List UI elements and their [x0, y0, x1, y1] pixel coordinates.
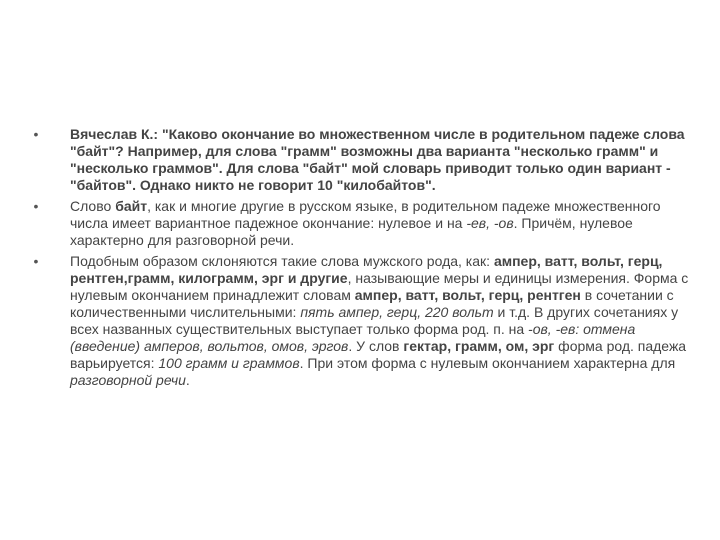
text-segment: , называющие меры и единицы измерения. Форма с нулевым окончанием принадлежит словам [70, 270, 689, 303]
text-segment: Подобным образом склоняются такие слова мужского рода, как: [70, 253, 494, 269]
bullet-item-3 [30, 253, 690, 389]
bullet-item-2 [30, 198, 690, 249]
text-segment: . У слов [348, 338, 404, 354]
bullet-list [30, 126, 690, 393]
text-segment-bold: гектар, грамм, ом, эрг [403, 338, 555, 354]
bullet-text-3 [70, 253, 688, 388]
text-segment-italic: пять ампер, герц, 220 вольт [300, 304, 494, 320]
bullet-dot-icon: • [33, 198, 39, 214]
bullet-dot-icon: • [33, 126, 39, 142]
text-segment: . При этом форма с нулевым окончанием характерна для [299, 355, 676, 371]
text-segment-bold: ампер, ватт, вольт, герц, рентген,грамм, килограмм, эрг и другие [70, 253, 663, 286]
text-segment-italic: -ов, -ев: отмена (введение) амперов, вольтов, омов, эргов [70, 321, 636, 354]
bullet-dot-icon: • [33, 253, 39, 269]
text-segment-italic: разговорной речи [70, 372, 186, 388]
text-segment-bold: байт [115, 198, 148, 214]
text-segment: в сочетании с количественными числительными: [70, 287, 674, 320]
bullet-text-1 [70, 126, 685, 193]
text-segment-italic: 100 грамм и граммов [158, 355, 300, 371]
text-segment: . [185, 372, 190, 388]
text-segment: . Причём, нулевое характерно для разговорной речи. [70, 215, 633, 248]
quote-text: Вячеслав К.: "Каково окончание во множественном числе в родительном падеже слова "байт"? Например, для слова "грамм" возможны два варианта "несколько грамм" и "несколько граммов". Для слова "байт" мой словарь приводит только один вариант - "байтов". Однако никто не говорит 10 "килобайтов". [70, 126, 685, 193]
text-segment: Слово [70, 198, 116, 214]
bullet-item-1 [30, 126, 690, 194]
text-segment: форма род. падежа варьируется: [70, 338, 687, 371]
bullet-text-2 [70, 198, 661, 248]
text-segment: , как и многие другие в русском языке, в родительном падеже множественного числа имеет вариантное падежное окончание: нулевое и на [70, 198, 661, 231]
text-segment-bold: ампер, ватт, вольт, герц, рентген [354, 287, 581, 303]
text-segment-italic: -ев, -ов [466, 215, 514, 231]
text-segment: и т.д. В других сочетаниях у всех названных существительных выступает только форма род. п. на [70, 304, 679, 337]
